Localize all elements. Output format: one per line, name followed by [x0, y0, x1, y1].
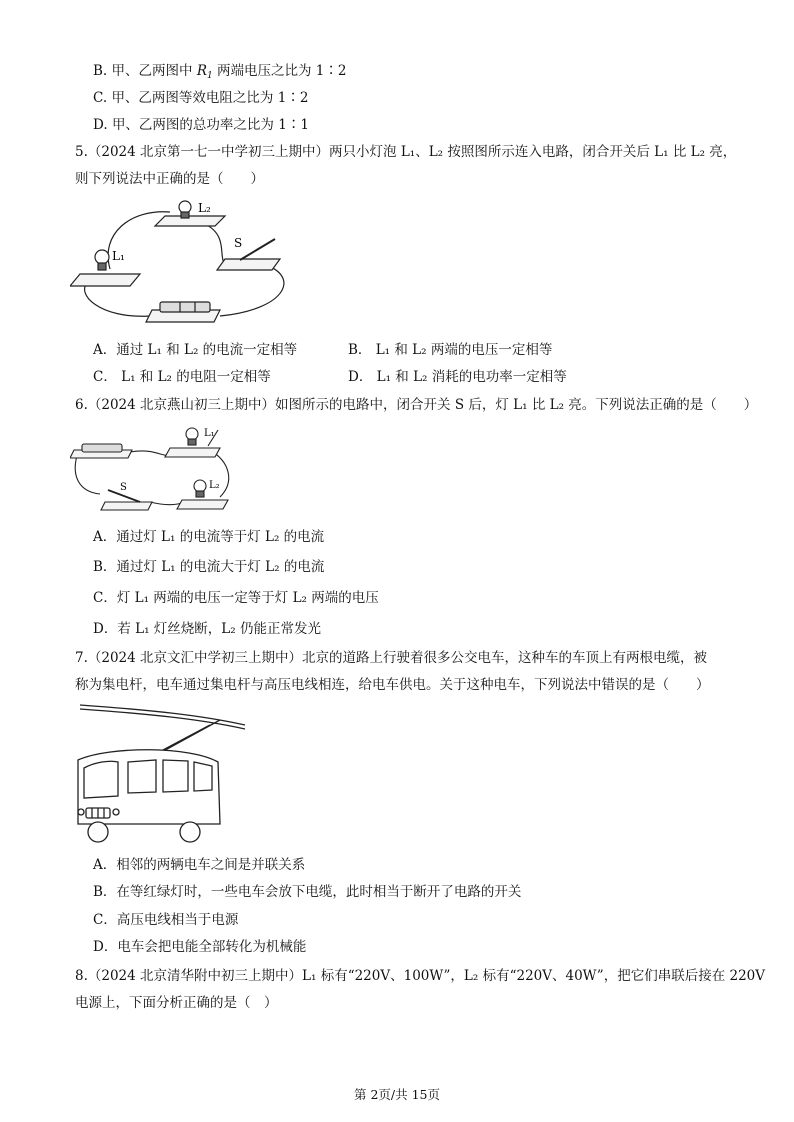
q5-option-b: B． L₁ 和 L₂ 两端的电压一定相等: [348, 342, 553, 358]
q6-circuit-figure: [70, 422, 240, 522]
q5-option-a: A．通过 L₁ 和 L₂ 的电流一定相等: [93, 342, 298, 358]
q6-option-c: C．灯 L₁ 两端的电压一定等于灯 L₂ 两端的电压: [93, 590, 379, 606]
q5-stem-line2: 则下列说法中正确的是（ ）: [75, 171, 264, 187]
q7-option-d: D．电车会把电能全部转化为机械能: [93, 939, 307, 955]
prev-option-b: B. 甲、乙两图中 $R_1$ 两端电压之比为 1∶2: [93, 63, 347, 81]
q7-stem-line2: 称为集电杆，电车通过集电杆与高压电线相连，给电车供电。关于这种电车，下列说法中错误的是（ ）: [75, 677, 710, 693]
q5-stem-line1: 5.（2024 北京第一七一中学初三上期中）两只小灯泡 L₁、L₂ 按照图所示连入电路，闭合开关后 L₁ 比 L₂ 亮，: [75, 144, 737, 160]
q6-label-s: S: [120, 482, 127, 493]
q6-option-d: D．若 L₁ 灯丝烧断，L₂ 仍能正常发光: [93, 621, 321, 637]
prev-option-d: D. 甲、乙两图的总功率之比为 1∶1: [93, 117, 309, 133]
q7-stem-line1: 7.（2024 北京文汇中学初三上期中）北京的道路上行驶着很多公交电车，这种车的车顶上有两根电缆，被: [75, 650, 708, 666]
q8-stem-line2: 电源上，下面分析正确的是（ ）: [75, 995, 278, 1011]
q6-option-b: B．通过灯 L₁ 的电流大于灯 L₂ 的电流: [93, 559, 325, 575]
q7-option-a: A．相邻的两辆电车之间是并联关系: [93, 857, 306, 873]
q5-circuit-figure: [70, 194, 310, 334]
q5-label-l2: L₂: [198, 201, 211, 215]
q7-option-b: B．在等红绿灯时，一些电车会放下电缆，此时相当于断开了电路的开关: [93, 884, 522, 900]
prev-option-c: C. 甲、乙两图等效电阻之比为 1∶2: [93, 90, 309, 106]
q5-option-d: D． L₁ 和 L₂ 消耗的电功率一定相等: [348, 369, 567, 385]
q6-option-a: A．通过灯 L₁ 的电流等于灯 L₂ 的电流: [93, 529, 325, 545]
q5-label-l1: L₁: [112, 249, 125, 263]
q5-label-s: S: [234, 236, 243, 250]
q7-trolleybus-figure: [70, 700, 250, 850]
page-footer: 第 2页/共 15页: [353, 1087, 441, 1102]
q5-option-c: C． L₁ 和 L₂ 的电阻一定相等: [93, 369, 271, 385]
q6-label-l2: L₂: [209, 480, 220, 491]
q8-stem-line1: 8.（2024 北京清华附中初三上期中）L₁ 标有“220V、100W”，L₂ 标有“220V、40W”，把它们串联后接在 220V: [75, 968, 766, 984]
q7-option-c: C．高压电线相当于电源: [93, 912, 239, 928]
q6-label-l1: L₁: [204, 428, 215, 439]
q6-stem-line1: 6.（2024 北京燕山初三上期中）如图所示的电路中，闭合开关 S 后，灯 L₁ 比 L₂ 亮。下列说法正确的是（ ）: [75, 397, 758, 413]
